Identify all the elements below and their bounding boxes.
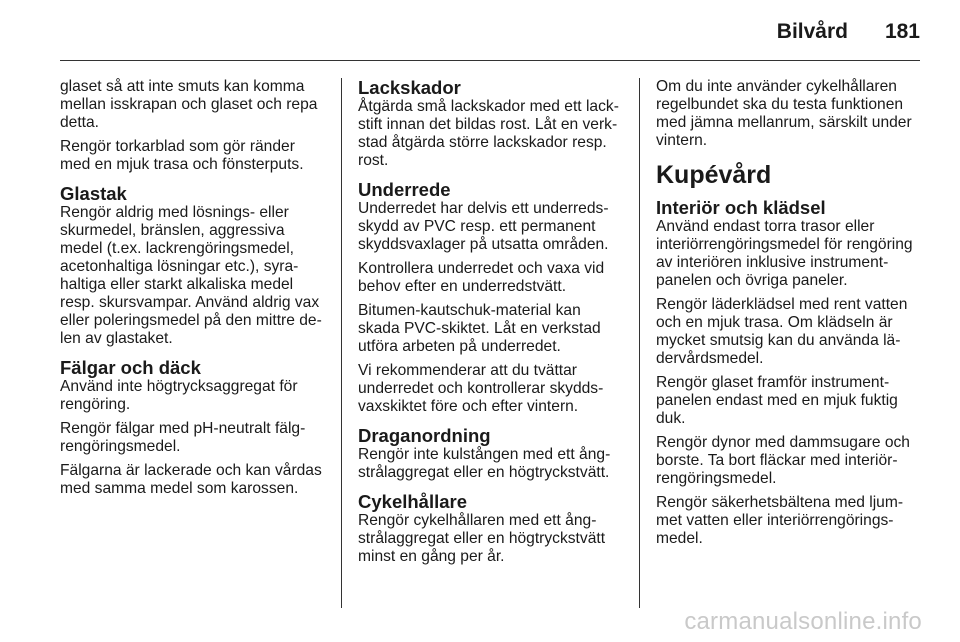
paragraph: Använd inte högtrycksaggregat för rengöring.	[60, 378, 298, 413]
paragraph: Fälgarna är lackerade och kan vårdas med samma medel som karossen.	[60, 462, 322, 497]
paragraph: Rengör glaset framför instrumentpanelen endast med en mjuk fuktig duk.	[656, 374, 898, 427]
column-1	[60, 78, 324, 504]
paragraph: Rengör aldrig med lösnings- eller skurmedel, bränslen, aggressiva medel (t.ex. lackrengöringsmedel, acetonhaltiga lösningar etc.), syrahaltiga eller starkt alkaliska medel resp. skursvampar. Använd aldrig vax eller poleringsmedel på den mittre delen av glastaket.	[60, 204, 322, 347]
page-title: Bilvård	[776, 20, 848, 43]
paragraph: Åtgärda små lackskador med ett lackstift innan det bildas rost. Låt en verkstad åtgärda större lackskador resp. rost.	[358, 98, 619, 169]
section-heading-falgar: Fälgar och däck	[60, 357, 201, 378]
paragraph: Bitumen-kautschuk-material kan skada PVC-skiktet. Låt en verkstad utföra arbeten på underredet.	[358, 302, 601, 355]
page-header	[0, 0, 960, 60]
paragraph: Rengör cykelhållaren med ett ångstrålaggregat eller en högtryckstvätt minst en gång per år.	[358, 512, 606, 565]
page-number: 181	[884, 20, 920, 43]
paragraph: Kontrollera underredet och vaxa vid behov efter en underredstvätt.	[358, 260, 605, 295]
column-divider	[639, 78, 640, 608]
section-heading-glastak: Glastak	[60, 183, 127, 204]
chapter-heading-kupevard: Kupévård	[656, 161, 772, 189]
section-heading-underrede: Underrede	[358, 179, 451, 200]
column-2	[358, 78, 622, 572]
column-3	[656, 78, 920, 554]
paragraph: Om du inte använder cykelhållaren regelbundet ska du testa funktionen med jämna mellanrum, särskilt under vintern.	[656, 78, 912, 149]
paragraph: Använd endast torra trasor eller interiörrengöringsmedel för rengöring av interiören inklusive instrumentpanelen och övriga paneler.	[656, 218, 913, 289]
watermark: carmanualsonline.info	[684, 608, 922, 635]
paragraph: Rengör inte kulstången med ett ångstrålaggregat eller en högtryckstvätt.	[358, 446, 611, 481]
section-heading-lackskador: Lackskador	[358, 77, 461, 98]
paragraph: glaset så att inte smuts kan komma mellan isskrapan och glaset och repa detta.	[60, 78, 318, 131]
column-divider	[341, 78, 342, 608]
header-divider	[60, 60, 920, 61]
section-heading-interior: Interiör och klädsel	[656, 197, 826, 218]
paragraph: Underredet har delvis ett underredsskydd av PVC resp. ett permanent skyddsvaxlager på utsatta områden.	[358, 200, 609, 253]
paragraph: Rengör läderklädsel med rent vatten och en mjuk trasa. Om klädseln är mycket smutsig kan du använda lädervårdsmedel.	[656, 296, 908, 367]
section-heading-draganordning: Draganordning	[358, 425, 491, 446]
paragraph: Rengör säkerhetsbältena med ljummet vatten eller interiörrengöringsmedel.	[656, 494, 904, 547]
section-heading-cykelhallare: Cykelhållare	[358, 491, 468, 512]
paragraph: Vi rekommenderar att du tvättar underredet och kontrollerar skyddsvaxskiktet före och efter vintern.	[358, 362, 604, 415]
paragraph: Rengör dynor med dammsugare och borste. Ta bort fläckar med interiörrengöringsmedel.	[656, 434, 910, 487]
paragraph: Rengör fälgar med pH-neutralt fälgrengöringsmedel.	[60, 420, 306, 455]
paragraph: Rengör torkarblad som gör ränder med en mjuk trasa och fönsterputs.	[60, 138, 304, 173]
